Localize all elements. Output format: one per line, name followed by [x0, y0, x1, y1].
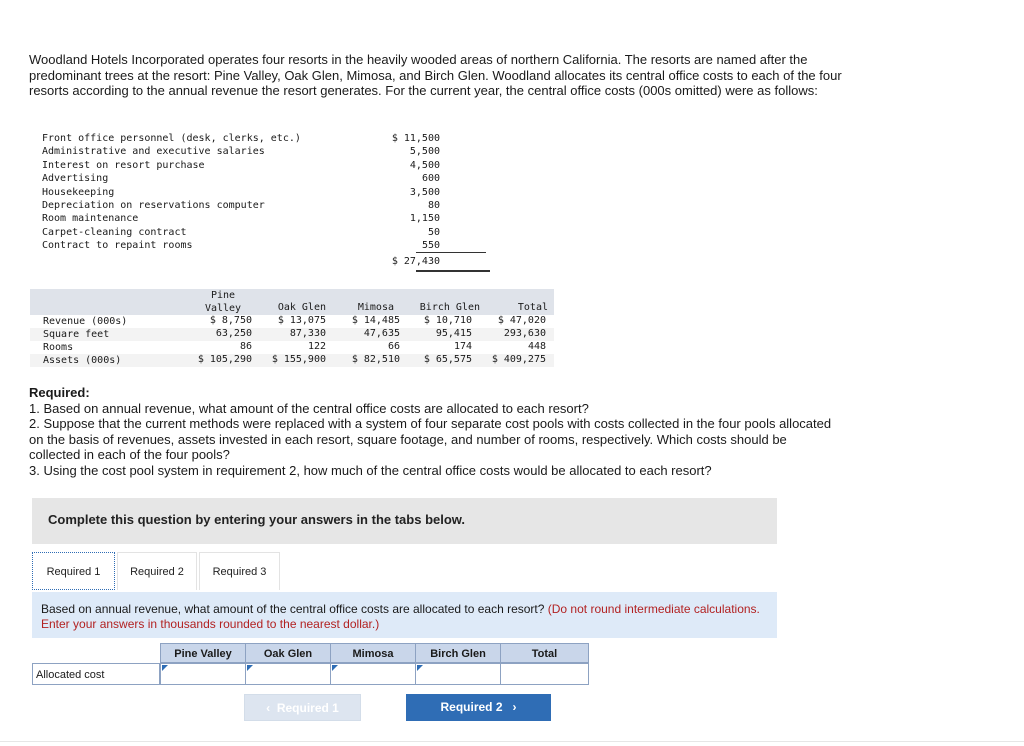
input-marker-icon — [162, 665, 168, 671]
question-text: Based on annual revenue, what amount of the central office costs are allocated to each resort? — [41, 602, 548, 616]
col-header-mimosa: Mimosa — [357, 302, 394, 313]
next-required-2-button[interactable] — [406, 694, 551, 721]
answer-row-label: Allocated cost — [32, 663, 160, 685]
table-cell: 86 — [239, 341, 252, 352]
answer-header-corner — [32, 643, 160, 663]
required-heading: Required: — [29, 385, 90, 400]
cost-label: Housekeeping — [42, 186, 115, 198]
table-cell: $ 105,290 — [197, 354, 252, 365]
table-cell: 87,330 — [289, 328, 326, 339]
answer-col-oak-glen: Oak Glen — [245, 643, 331, 663]
cost-value: 4,500 — [409, 159, 440, 171]
cost-value: 5,500 — [409, 146, 440, 158]
col-header-pine-valley: Pine Valley — [204, 290, 242, 314]
table-cell: 63,250 — [215, 328, 252, 339]
cost-label: Advertising — [42, 173, 109, 185]
problem-intro: Woodland Hotels Incorporated operates four resorts in the heavily wooded areas of northern California. The resorts are named after the predominant trees at the resort: Pine Valley, Oak Glen, Mimosa, and Birch Glen. Woodland allocates its central office costs to each of the four resorts according to the annual revenue the resort generates. For the current year, the central office costs (000s omitted) were as follows: — [29, 52, 842, 98]
table-cell: 95,415 — [435, 328, 472, 339]
table-cell: $ 13,075 — [277, 315, 326, 326]
answer-col-mimosa: Mimosa — [330, 643, 416, 663]
pine-valley-allocated-input[interactable] — [161, 664, 245, 684]
tab-required-1[interactable]: Required 1 — [32, 552, 115, 590]
cost-label: Administrative and executive salaries — [42, 146, 265, 158]
row-label: Revenue (000s) — [43, 316, 128, 327]
cost-value: 600 — [421, 173, 440, 185]
question-box — [32, 592, 777, 638]
divider — [0, 741, 1024, 742]
table-cell: $ 82,510 — [351, 354, 400, 365]
cost-label: Front office personnel (desk, clerks, etc.) — [42, 133, 301, 144]
cost-value: 1,150 — [409, 213, 440, 225]
table-cell: $ 14,485 — [351, 315, 400, 326]
col-header-birch-glen: Birch Glen — [419, 302, 480, 313]
prev-required-1-button[interactable] — [244, 694, 361, 721]
cost-label: Contract to repaint rooms — [42, 240, 193, 252]
table-cell: $ 47,020 — [497, 315, 546, 326]
row-label: Square feet — [43, 329, 110, 340]
cost-value: 3,500 — [409, 186, 440, 198]
tab-required-2[interactable]: Required 2 — [117, 552, 197, 590]
subtotal-rule — [416, 252, 486, 253]
requirement-item: 2. Suppose that the current methods were replaced with a system of four separate cost pools with costs collected in the four pools allocated on the basis of revenues, assets invested in each resort, square footage, and number of rooms, respectively. Which costs should be collected in each of the four pools? — [29, 416, 832, 462]
prev-button-label: Required 1 — [276, 701, 339, 715]
cost-total: $ 27,430 — [391, 255, 440, 267]
answer-col-total: Total — [500, 643, 589, 663]
table-cell: $ 155,900 — [271, 354, 326, 365]
cost-label: Interest on resort purchase — [42, 159, 205, 171]
oak-glen-allocated-input-cell — [245, 663, 331, 685]
total-double-rule — [416, 270, 490, 272]
table-cell: 174 — [453, 341, 472, 352]
tab-required-3[interactable]: Required 3 — [199, 552, 280, 590]
table-cell: $ 8,750 — [209, 315, 252, 326]
question-text-block — [41, 602, 761, 631]
table-cell: $ 409,275 — [491, 354, 546, 365]
input-marker-icon — [332, 665, 338, 671]
cost-value: 50 — [427, 226, 440, 238]
requirements-section — [29, 385, 839, 478]
answer-col-pine-valley: Pine Valley — [160, 643, 246, 663]
cost-label: Depreciation on reservations computer — [42, 199, 265, 211]
cost-label: Room maintenance — [42, 213, 139, 225]
cost-value: 550 — [421, 240, 440, 252]
next-button-label: Required 2 — [440, 700, 503, 714]
table-cell: $ 10,710 — [423, 315, 472, 326]
cost-label: Carpet-cleaning contract — [42, 226, 187, 238]
central-office-costs-table — [42, 132, 450, 268]
table-cell: $ 65,575 — [423, 354, 472, 365]
row-label: Rooms — [43, 342, 74, 353]
row-label: Assets (000s) — [43, 355, 122, 366]
resort-data-table — [30, 289, 554, 367]
col-header-total: Total — [517, 302, 548, 313]
col-header-oak-glen: Oak Glen — [277, 302, 326, 313]
chevron-right-icon: › — [512, 700, 517, 714]
table-cell: 122 — [307, 341, 326, 352]
table-cell: 448 — [527, 341, 546, 352]
requirement-item: 1. Based on annual revenue, what amount of the central office costs are allocated to each resort? — [29, 400, 589, 416]
total-allocated-cell — [500, 663, 589, 685]
question-note: (Do not round intermediate calculations. Enter your answers in thousands rounded to the nearest dollar.) — [41, 602, 760, 631]
instruction-banner — [32, 498, 777, 544]
banner-text: Complete this question by entering your answers in the tabs below. — [48, 512, 466, 527]
table-cell: 47,635 — [363, 328, 400, 339]
requirement-item: 3. Using the cost pool system in requirement 2, how much of the central office costs would be allocated to each resort? — [29, 462, 712, 478]
input-marker-icon — [417, 665, 423, 671]
chevron-left-icon: ‹ — [266, 701, 271, 715]
cost-value: $ 11,500 — [391, 133, 440, 144]
cost-value: 80 — [427, 199, 440, 211]
answer-col-birch-glen: Birch Glen — [415, 643, 501, 663]
pine-valley-allocated-input-cell — [160, 663, 246, 685]
table-cell: 293,630 — [503, 328, 546, 339]
birch-glen-allocated-input-cell — [415, 663, 501, 685]
mimosa-allocated-input[interactable] — [331, 664, 415, 684]
birch-glen-allocated-input[interactable] — [416, 664, 500, 684]
input-marker-icon — [247, 665, 253, 671]
mimosa-allocated-input-cell — [330, 663, 416, 685]
oak-glen-allocated-input[interactable] — [246, 664, 330, 684]
table-cell: 66 — [387, 341, 400, 352]
